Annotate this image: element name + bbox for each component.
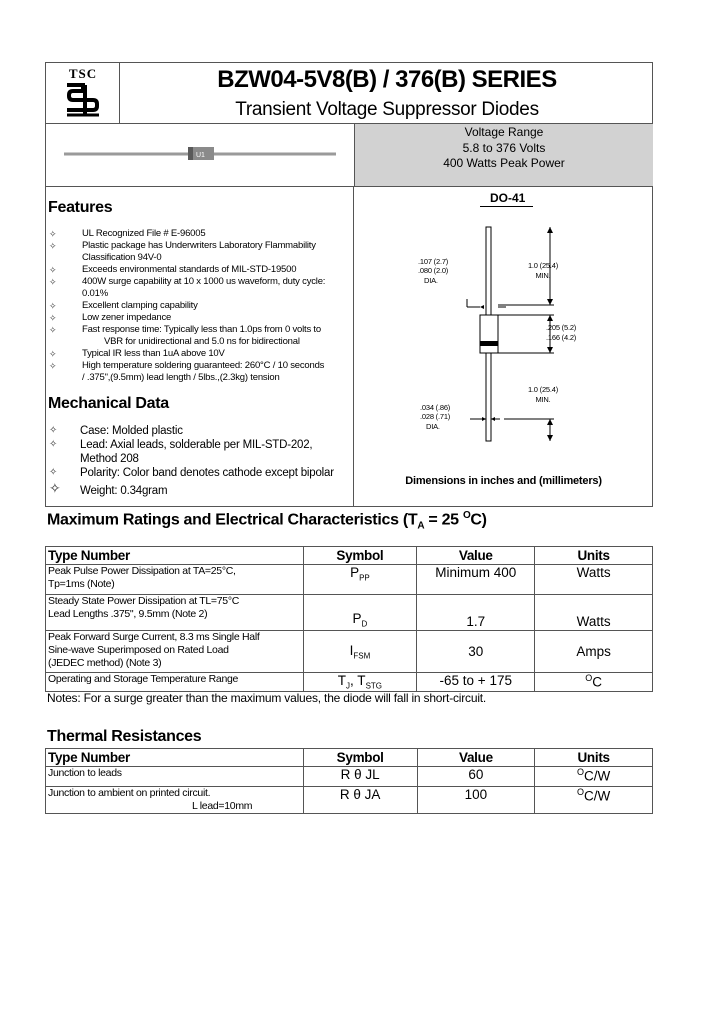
diamond-bullet-icon: ✧ bbox=[49, 241, 57, 251]
diamond-bullet-icon: ✧ bbox=[49, 467, 58, 478]
units-text: C/W bbox=[584, 768, 611, 784]
table-header-row bbox=[46, 749, 653, 767]
units-text: C bbox=[592, 674, 602, 690]
feature-text: Plastic package has Underwriters Laboratory Flammability bbox=[82, 240, 316, 251]
value-cell: 30 bbox=[417, 631, 535, 673]
feature-text: UL Recognized File # E-96005 bbox=[82, 228, 206, 239]
ratings-table bbox=[45, 546, 653, 692]
diamond-bullet-icon: ✧ bbox=[49, 480, 61, 496]
features-title: Features bbox=[48, 199, 113, 216]
value-cell: Minimum 400 bbox=[417, 565, 535, 595]
diamond-bullet-icon: ✧ bbox=[49, 361, 57, 371]
value-cell: 1.7 bbox=[417, 595, 535, 631]
feature-text: Excellent clamping capability bbox=[82, 300, 198, 311]
symbol-text: P bbox=[352, 611, 362, 627]
symbol-text: , T bbox=[350, 673, 366, 688]
units-cell bbox=[535, 787, 653, 814]
feature-text: Low zener impedance bbox=[82, 312, 172, 323]
diamond-bullet-icon: ✧ bbox=[49, 349, 57, 359]
dim-text: MIN. bbox=[535, 395, 551, 404]
units-cell: Watts bbox=[535, 565, 653, 595]
dim-text: .080 (2.0) bbox=[418, 266, 449, 275]
feature-text: Typical IR less than 1uA above 10V bbox=[82, 348, 225, 359]
feature-text: Exceeds environmental standards of MIL-STD-19500 bbox=[82, 264, 297, 275]
table-row bbox=[46, 787, 653, 814]
mechanical-text: Case: Molded plastic bbox=[80, 425, 183, 437]
symbol-text: I bbox=[349, 642, 354, 658]
param-text: L lead=10mm bbox=[192, 800, 253, 812]
dim-text: .107 (2.7) bbox=[418, 257, 449, 266]
dim-text: .034 (.86) bbox=[420, 403, 451, 412]
ratings-title bbox=[47, 510, 487, 532]
symbol-sub: J bbox=[346, 681, 351, 691]
param-cell bbox=[46, 595, 304, 631]
param-text: Junction to leads bbox=[48, 767, 122, 779]
units-cell: Watts bbox=[535, 595, 653, 631]
logo bbox=[46, 63, 120, 124]
symbol-cell bbox=[303, 565, 417, 595]
dim-text: .205 (5.2) bbox=[546, 323, 577, 332]
col-header: Value bbox=[417, 547, 535, 565]
mechanical-text: Method 208 bbox=[80, 453, 139, 465]
param-cell bbox=[46, 565, 304, 595]
dim-text: 1.0 (25.4) bbox=[527, 385, 559, 394]
symbol-cell bbox=[303, 631, 417, 673]
diamond-bullet-icon: ✧ bbox=[49, 425, 58, 436]
wire-dia-dim bbox=[420, 403, 450, 431]
package-outline bbox=[354, 187, 653, 507]
voltage-range-box bbox=[354, 124, 653, 187]
table-row bbox=[46, 767, 653, 787]
ratings-title-text: Maximum Ratings and Electrical Characteristics (T bbox=[47, 511, 418, 529]
feature-text: VBR for unidirectional and 5.0 ns for bidirectional bbox=[104, 336, 300, 347]
col-header: Symbol bbox=[303, 749, 417, 767]
top-lead-length-dim bbox=[522, 261, 564, 281]
units-cell bbox=[535, 767, 653, 787]
notes: Notes: For a surge greater than the maximum values, the diode will fall in short-circuit. bbox=[47, 691, 487, 705]
units-deg: O bbox=[585, 673, 593, 683]
units-text: C/W bbox=[584, 788, 611, 804]
param-text: Tp=1ms (Note) bbox=[48, 578, 115, 590]
feature-text: / .375",(9.5mm) lead length / 5lbs.,(2.3kg) tension bbox=[82, 372, 280, 383]
symbol-sub: D bbox=[361, 620, 368, 629]
units-deg: O bbox=[576, 787, 584, 797]
param-cell bbox=[46, 631, 304, 673]
diamond-bullet-icon: ✧ bbox=[49, 313, 57, 323]
diode-image-icon bbox=[46, 124, 354, 187]
range-line-2: 5.8 to 376 Volts bbox=[462, 140, 546, 155]
symbol-sub: FSM bbox=[353, 651, 371, 661]
param-cell bbox=[46, 673, 304, 692]
diamond-bullet-icon: ✧ bbox=[49, 277, 57, 287]
body-length-dim bbox=[546, 323, 576, 343]
diamond-bullet-icon: ✧ bbox=[49, 439, 58, 450]
col-header: Symbol bbox=[303, 547, 417, 565]
value-cell: 60 bbox=[417, 767, 535, 787]
dim-text: 1.0 (25.4) bbox=[527, 261, 559, 270]
symbol-sub: STG bbox=[365, 681, 383, 691]
param-cell bbox=[46, 787, 304, 814]
page-title: BZW04-5V8(B) / 376(B) SERIES bbox=[217, 66, 557, 93]
features-row bbox=[45, 186, 653, 507]
lead-dia-dim bbox=[418, 257, 448, 285]
diamond-bullet-icon: ✧ bbox=[49, 265, 57, 275]
feature-text: Fast response time: Typically less than 1.0ps from 0 volts to bbox=[82, 324, 321, 335]
ratings-title-sub: A bbox=[417, 520, 425, 532]
mechanical-title: Mechanical Data bbox=[48, 395, 169, 412]
table-row bbox=[46, 565, 653, 595]
symbol-cell: R θ JA bbox=[303, 787, 417, 814]
param-text: Peak Forward Surge Current, 8.3 ms Single Half bbox=[48, 631, 260, 643]
dim-text: DIA. bbox=[424, 276, 438, 285]
param-text: Steady State Power Dissipation at TL=75°C bbox=[48, 595, 240, 607]
col-header: Type Number bbox=[46, 749, 304, 767]
diamond-bullet-icon: ✧ bbox=[49, 229, 57, 239]
table-row bbox=[46, 673, 653, 692]
units-cell bbox=[535, 673, 653, 692]
symbol-cell: R θ JL bbox=[303, 767, 417, 787]
mechanical-text: Lead: Axial leads, solderable per MIL-STD-202, bbox=[80, 439, 313, 451]
col-header: Units bbox=[535, 547, 653, 565]
param-text: (JEDEC method) (Note 3) bbox=[48, 657, 162, 669]
thermal-table bbox=[45, 748, 653, 814]
param-text: Junction to ambient on printed circuit. bbox=[48, 787, 211, 799]
bottom-lead-length-dim bbox=[522, 385, 564, 405]
dim-text: .028 (.71) bbox=[420, 412, 451, 421]
page-subtitle: Transient Voltage Suppressor Diodes bbox=[235, 99, 539, 120]
col-header: Type Number bbox=[46, 547, 304, 565]
param-text: Peak Pulse Power Dissipation at TA=25°C, bbox=[48, 565, 236, 577]
param-text: Lead Lengths .375", 9.5mm (Note 2) bbox=[48, 608, 208, 620]
symbol-cell bbox=[303, 595, 417, 631]
dimensions-caption: Dimensions in inches and (millimeters) bbox=[405, 475, 602, 487]
mechanical-text: Polarity: Color band denotes cathode except bipolar bbox=[80, 467, 334, 479]
diode-photo bbox=[46, 124, 354, 187]
table-row bbox=[46, 595, 653, 631]
symbol-text: P bbox=[350, 565, 360, 580]
feature-text: 0.01% bbox=[82, 288, 108, 299]
range-line-3: 400 Watts Peak Power bbox=[443, 156, 565, 170]
mechanical-text: Weight: 0.34gram bbox=[80, 485, 168, 497]
logo-text: TSC bbox=[68, 66, 98, 81]
dim-text: DIA. bbox=[426, 422, 440, 431]
summary-row bbox=[45, 123, 653, 187]
col-header: Units bbox=[535, 749, 653, 767]
table-row bbox=[46, 631, 653, 673]
ratings-title-text: = 25 bbox=[424, 511, 463, 529]
feature-text: High temperature soldering guaranteed: 260°C / 10 seconds bbox=[82, 360, 325, 371]
diamond-bullet-icon: ✧ bbox=[49, 325, 57, 335]
thermal-title: Thermal Resistances bbox=[47, 728, 202, 745]
features-column bbox=[46, 187, 354, 507]
units-deg: O bbox=[576, 767, 584, 777]
dim-text: MIN. bbox=[535, 271, 551, 280]
symbol-sub: PP bbox=[359, 573, 370, 583]
param-text: Sine-wave Superimposed on Rated Load bbox=[48, 644, 229, 656]
param-cell bbox=[46, 767, 304, 787]
diode-label: U1 bbox=[196, 152, 205, 159]
dim-text: .166 (4.2) bbox=[546, 333, 577, 342]
units-cell: Amps bbox=[535, 631, 653, 673]
header bbox=[45, 62, 653, 124]
ratings-title-deg: O bbox=[462, 510, 471, 521]
symbol-text: T bbox=[337, 673, 347, 688]
value-cell: -65 to + 175 bbox=[417, 673, 535, 692]
value-cell: 100 bbox=[417, 787, 535, 814]
param-text: Operating and Storage Temperature Range bbox=[48, 673, 239, 685]
tsc-logo-icon bbox=[63, 81, 103, 119]
table-header-row bbox=[46, 547, 653, 565]
ratings-title-text: C) bbox=[470, 511, 487, 529]
diamond-bullet-icon: ✧ bbox=[49, 301, 57, 311]
feature-text: 400W surge capability at 10 x 1000 us waveform, duty cycle: bbox=[82, 276, 326, 287]
package-name: DO-41 bbox=[480, 191, 533, 207]
symbol-cell bbox=[303, 673, 417, 692]
range-line-1: Voltage Range bbox=[464, 125, 544, 139]
do41-drawing-icon bbox=[354, 187, 653, 507]
feature-text: Classification 94V-0 bbox=[82, 252, 162, 263]
col-header: Value bbox=[417, 749, 535, 767]
